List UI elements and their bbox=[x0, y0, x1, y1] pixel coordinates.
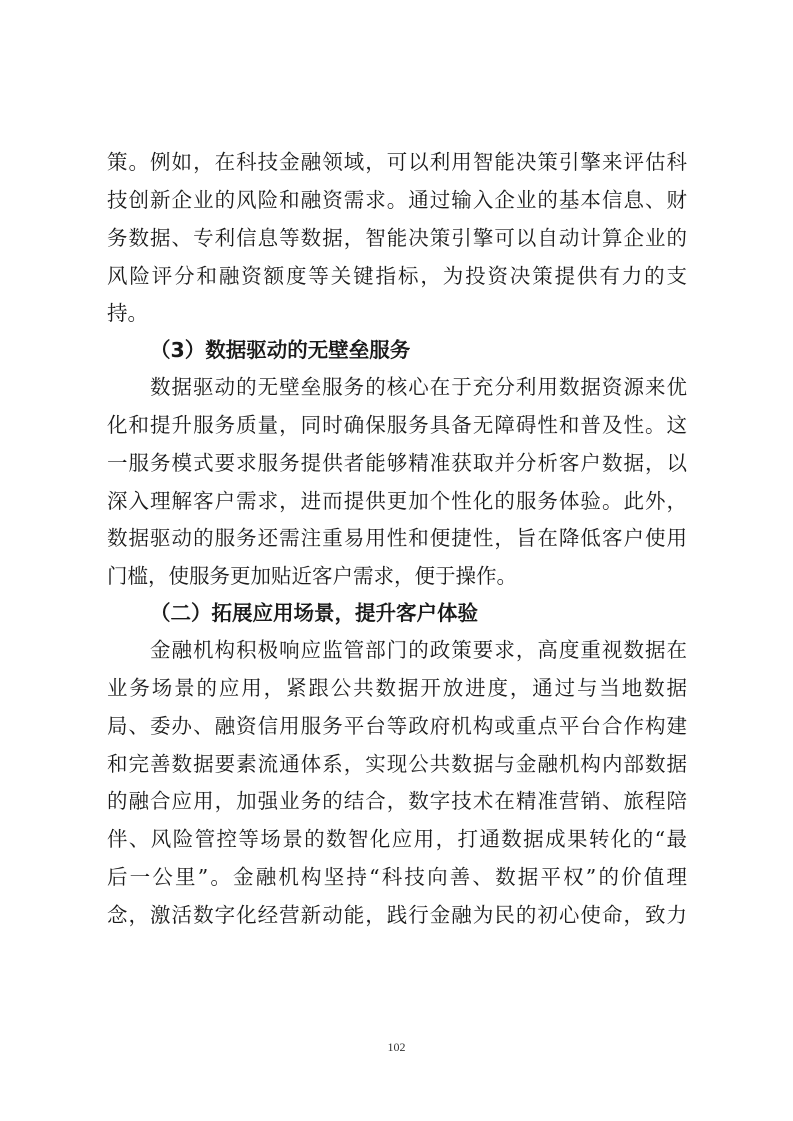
paragraph-line: 技创新企业的风险和融资需求。通过输入企业的基本信息、财 bbox=[107, 188, 687, 212]
paragraph-line: 伴、风险管控等场景的数智化应用，打通数据成果转化的“最 bbox=[107, 827, 687, 851]
paragraph-line: 务数据、专利信息等数据，智能决策引擎可以自动计算企业的 bbox=[107, 226, 687, 250]
paragraph-line: 和完善数据要素流通体系，实现公共数据与金融机构内部数据 bbox=[107, 752, 687, 776]
paragraph-line: 门槛，使服务更加贴近客户需求，便于操作。 bbox=[107, 564, 517, 588]
paragraph-line: 一服务模式要求服务提供者能够精准获取并分析客户数据，以 bbox=[107, 451, 687, 475]
paragraph-line: 金融机构积极响应监管部门的政策要求，高度重视数据在 bbox=[150, 638, 687, 662]
paragraph-line: 后一公里”。金融机构坚持“科技向善、数据平权”的价值理 bbox=[107, 865, 687, 889]
page-number: 102 bbox=[387, 1040, 406, 1054]
paragraph-line: 深入理解客户需求，进而提供更加个性化的服务体验。此外， bbox=[107, 489, 687, 513]
paragraph-line: 局、委办、融资信用服务平台等政府机构或重点平台合作构建 bbox=[107, 714, 687, 738]
section-heading: （二）拓展应用场景，提升客户体验 bbox=[150, 601, 478, 625]
paragraph-line: 业务场景的应用，紧跟公共数据开放进度，通过与当地数据 bbox=[107, 676, 687, 700]
paragraph-line: 策。例如，在科技金融领域，可以利用智能决策引擎来评估科 bbox=[107, 150, 687, 174]
paragraph-line: 持。 bbox=[107, 301, 148, 325]
paragraph-line: 化和提升服务质量，同时确保服务具备无障碍性和普及性。这 bbox=[107, 413, 687, 437]
paragraph-line: 的融合应用，加强业务的结合，数字技术在精准营销、旅程陪 bbox=[107, 789, 687, 813]
paragraph-line: 数据驱动的服务还需注重易用性和便捷性，旨在降低客户使用 bbox=[107, 526, 687, 550]
paragraph-line: 念，激活数字化经营新动能，践行金融为民的初心使命，致力 bbox=[107, 903, 687, 927]
section-heading: （3）数据驱动的无壁垒服务 bbox=[150, 338, 411, 362]
paragraph-line: 风险评分和融资额度等关键指标，为投资决策提供有力的支 bbox=[107, 264, 687, 288]
paragraph-line: 数据驱动的无壁垒服务的核心在于充分利用数据资源来优 bbox=[150, 375, 687, 399]
